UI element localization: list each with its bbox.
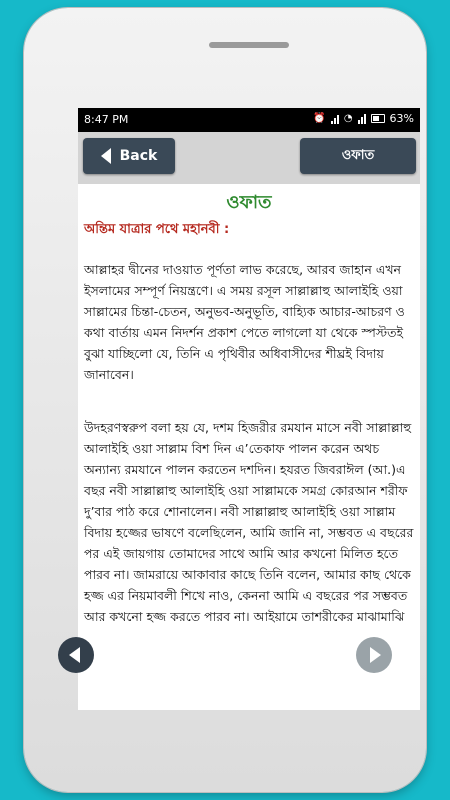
status-icons (313, 112, 414, 125)
next-page-button[interactable] (356, 637, 392, 673)
toolbar (78, 132, 420, 184)
alarm-icon: ⏰ (313, 113, 326, 124)
article-paragraph-2: উদহরণস্বরুপ বলা হয় যে, দশম হিজরীর রমযান মাসে নবী সাল্লাল্লাহু আলাইহি ওয়া সাল্লাম বিশ দিন এ’তেকাফ পালন করেন অথচ অন্যান্য রমযানে পালন করতেন দশদিন। হযরত জিবরাঈল (আ.)এ বছর নবী সাল্লাল্লাহু আলাইহি ওয়া সাল্লামকে সমগ্র কোরআন শরীফ দু’বার পাঠ করে শোনালেন। নবী সাল্লাল্লাহু আলাইহি ওয়া সাল্লাম বিদায় হজ্জের ভাষণে বলেছিলেন, আমি জানি না, সম্ভবত এ বছরের পর এই জায়গায় তোমাদের সাথে আমি আর কখনো মিলিত হতে পারব না। জামরায়ে আকাবার কাছে তিনি বলেন, আমার কাছ থেকে হজ্জ এর নিয়মাবলী শিখে নাও, কেননা আমি এ বছরের পর সম্ভবত আর কখনো হজ্জ করতে পারব না। আইয়ামে তাশরীকের মাঝামাঝি (84, 420, 414, 624)
page-title: ওফাত (226, 192, 272, 213)
status-time: 8:47 PM (84, 113, 129, 126)
back-arrow-icon (101, 148, 111, 164)
signal-icon (331, 113, 339, 124)
title-button[interactable]: ওফাত (300, 138, 416, 174)
battery-percent: 63% (389, 112, 414, 125)
wifi-icon: ◔ (343, 113, 353, 124)
chevron-right-icon (370, 647, 381, 663)
cellular-icon (358, 113, 366, 124)
chevron-left-icon (69, 647, 80, 663)
phone-frame (24, 8, 426, 792)
article-paragraph-1: আল্লাহর দ্বীনের দাওয়াত পূর্ণতা লাভ করেছে, আরব জাহান এখন ইসলামের সম্পূর্ণ নিয়ন্ত্রণে। এ সময় রসূল সাল্লাল্লাহু আলাইহি ওয়া সাল্লামের চিন্তা-চেতন, অনুভব-অনুভূতি, বাহ্যিক আচার-আচরণ ও কথা বার্তায় এমন নিদর্শন প্রকাশ পেতে লাগলো যা থেকে স্পস্টতই বুঝা যাচ্ছিলো যে, তিনি এ পৃথিবীর অধিবাসীদের শীঘ্রই বিদায় জানাবেন। (84, 262, 405, 382)
previous-page-button[interactable] (58, 637, 94, 673)
article-subheading: অন্তিম যাত্রার পথে মহানবী : (84, 222, 230, 237)
phone-speaker (209, 42, 289, 48)
back-button[interactable] (83, 138, 175, 174)
battery-icon (371, 114, 385, 123)
back-button-label: Back (119, 148, 158, 164)
article-content[interactable] (78, 184, 420, 710)
app-screen (78, 108, 420, 710)
status-bar (78, 108, 420, 132)
